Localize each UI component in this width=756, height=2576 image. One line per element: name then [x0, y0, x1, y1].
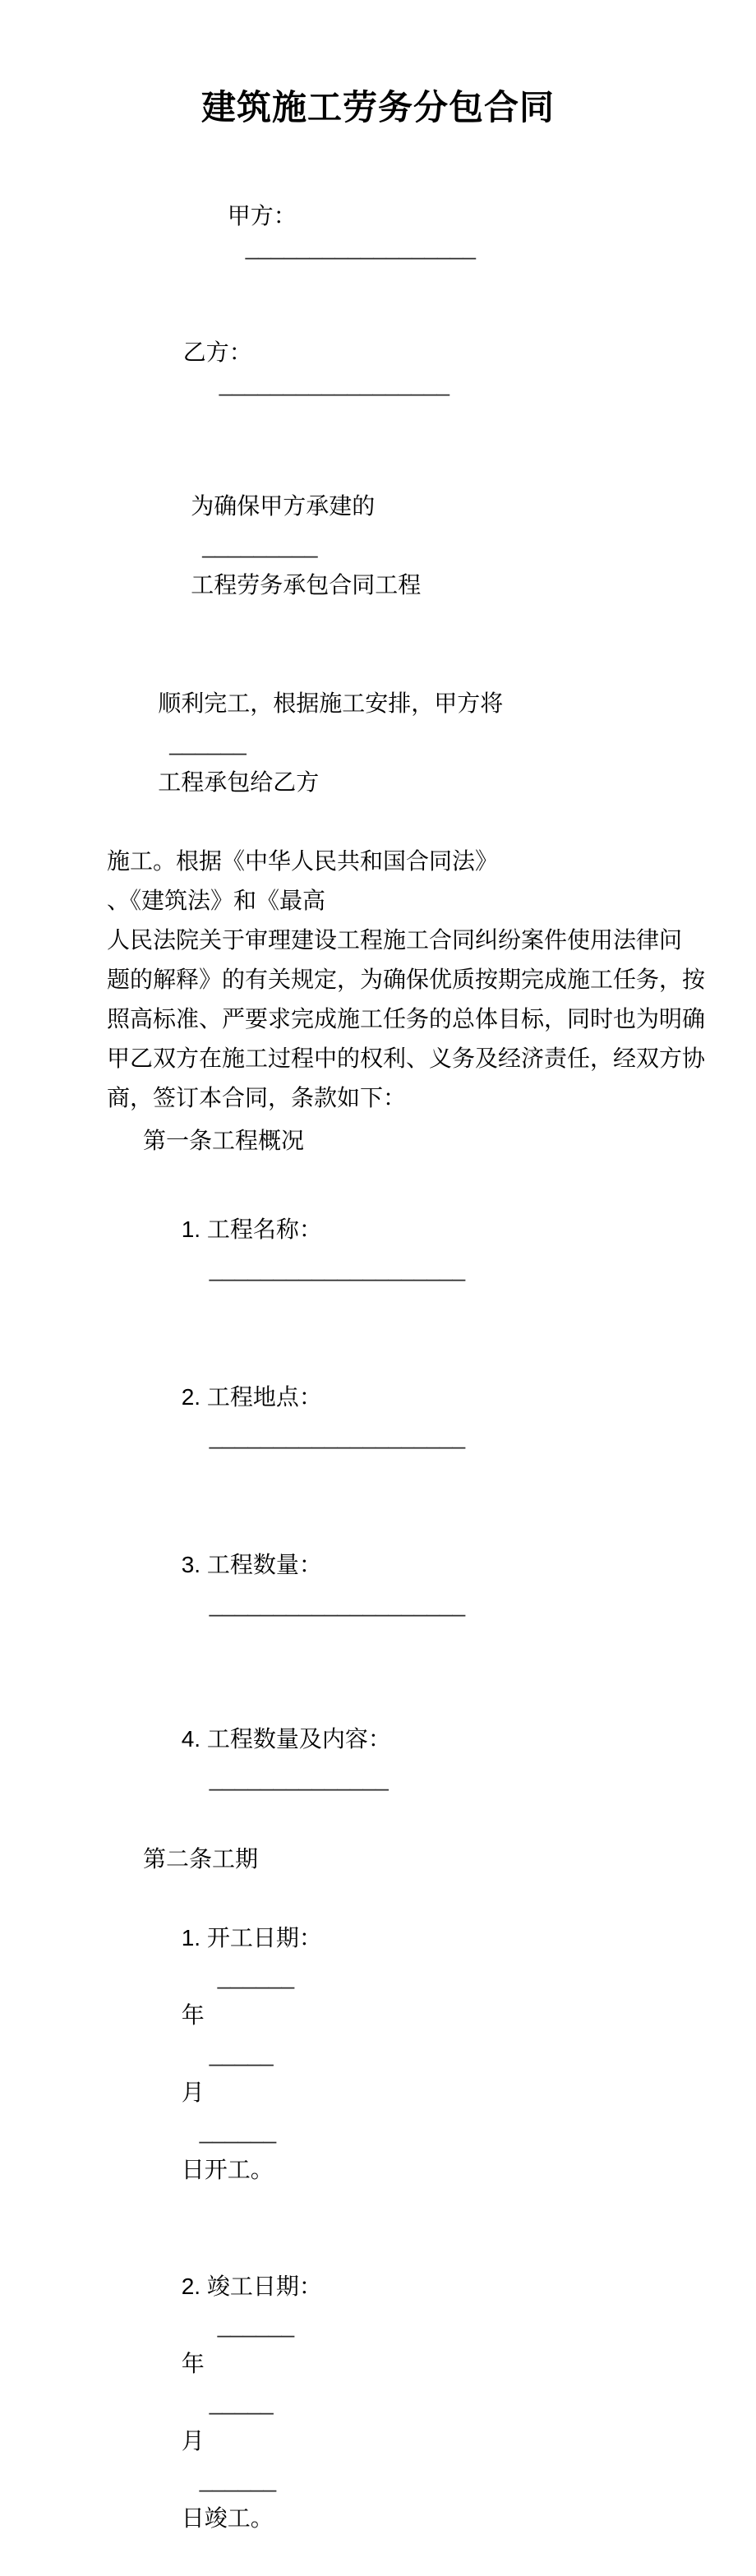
item-project-quantity-label: 3. 工程数量： — [181, 1552, 322, 1577]
item-quantity-and-content-blank-line[interactable]: ______________ — [209, 1766, 389, 1791]
section-2-heading: 第二条工期 — [143, 1846, 259, 1872]
intro-line-5: 人民法院关于审理建设工程施工合同纠纷案件使用法律问 — [107, 927, 683, 953]
party-a-blank-line[interactable]: __________________ — [245, 234, 476, 260]
completion-date-suffix: 日竣工。 — [181, 2505, 274, 2531]
item-quantity-and-content — [107, 1680, 634, 1838]
intro-line-2-text-before: 顺利完工，根据施工安排，甲方将 — [158, 690, 504, 716]
section-1-heading: 第一条工程概况 — [143, 1128, 305, 1153]
start-date-month-unit: 月 — [181, 2080, 205, 2105]
party-a-line — [107, 169, 634, 294]
item-project-quantity — [107, 1506, 634, 1664]
completion-date-year-blank-line[interactable]: ______ — [217, 2312, 295, 2338]
intro-line-7: 照高标准、严要求完成施工任务的总体目标，同时也为明确 — [107, 1006, 706, 1032]
start-date-year-unit: 年 — [181, 2002, 205, 2028]
party-b-blank-line[interactable]: __________________ — [219, 371, 449, 396]
completion-date-day-blank-line[interactable]: ______ — [199, 2467, 277, 2492]
party-a-label: 甲方： — [227, 203, 297, 229]
party-b-line — [107, 306, 634, 431]
completion-date-label: 2. 竣工日期： — [181, 2274, 322, 2299]
intro-paragraph — [107, 447, 706, 1118]
subcontract-scope-blank-line[interactable]: ______ — [169, 730, 247, 755]
completion-date-month-unit: 月 — [181, 2428, 205, 2454]
intro-line-3: 施工。根据《中华人民共和国合同法》 — [107, 848, 499, 874]
party-b-label: 乙方： — [182, 339, 252, 365]
intro-line-2-text-after: 工程承包给乙方 — [158, 769, 320, 795]
intro-line-1 — [107, 447, 634, 644]
item-quantity-and-content-label: 4. 工程数量及内容： — [181, 1726, 391, 1752]
start-date-month-blank-line[interactable]: _____ — [209, 2041, 274, 2066]
intro-line-4: 、《建筑法》和《最高 — [107, 888, 326, 913]
document-body — [0, 169, 756, 2576]
completion-date-year-unit: 年 — [181, 2351, 205, 2376]
intro-line-2 — [107, 644, 634, 842]
completion-date-line — [107, 2228, 634, 2576]
intro-line-8: 甲乙双方在施工过程中的权利、义务及经济责任，经双方协 — [107, 1046, 706, 1071]
project-name-blank-line[interactable]: _________ — [202, 533, 318, 558]
intro-line-1-text-after: 工程劳务承包合同工程 — [191, 572, 422, 598]
completion-date-month-blank-line[interactable]: _____ — [209, 2389, 274, 2415]
item-project-name-blank-line[interactable]: ____________________ — [209, 1256, 466, 1281]
item-project-location — [107, 1338, 634, 1496]
item-project-location-label: 2. 工程地点： — [181, 1384, 322, 1410]
start-date-year-blank-line[interactable]: ______ — [217, 1964, 295, 1989]
intro-line-6: 题的解释》的有关规定，为确保优质按期完成施工任务，按 — [107, 967, 706, 992]
start-date-label: 1. 开工日期： — [181, 1925, 322, 1950]
item-project-name — [107, 1170, 634, 1328]
intro-line-1-text-before: 为确保甲方承建的 — [191, 493, 376, 519]
item-project-quantity-blank-line[interactable]: ____________________ — [209, 1591, 466, 1617]
item-project-name-label: 1. 工程名称： — [181, 1216, 322, 1242]
item-project-location-blank-line[interactable]: ____________________ — [209, 1424, 466, 1449]
start-date-day-blank-line[interactable]: ______ — [199, 2118, 277, 2144]
start-date-line — [107, 1880, 634, 2227]
intro-line-9: 商，签订本合同，条款如下： — [107, 1085, 407, 1110]
document-title: 建筑施工劳务分包合同 — [201, 88, 555, 127]
start-date-suffix: 日开工。 — [181, 2157, 274, 2182]
